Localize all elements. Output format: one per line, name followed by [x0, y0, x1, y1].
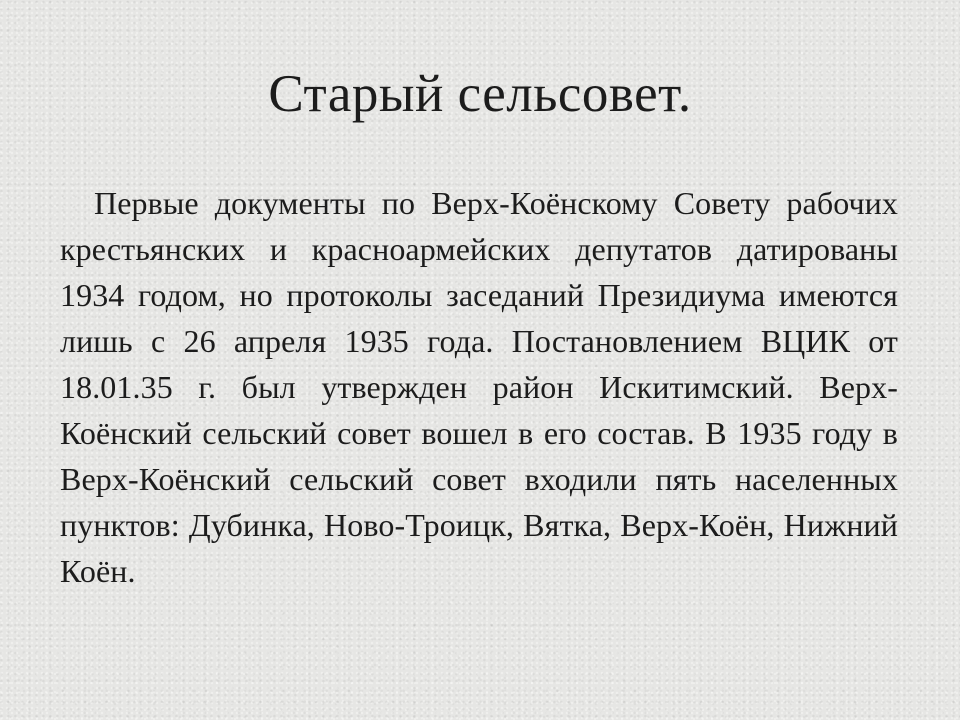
slide-title: Старый сельсовет. [268, 65, 692, 123]
slide-body-paragraph: Первые документы по Верх-Коёнскому Совету рабочих крестьянских и красноармейских депутатов датированы 1934 годом, но протоколы заседаний Президиума имеются лишь с 26 апреля 1935 года. Постановлением ВЦИК от 18.01.35 г. был утвержден район Искитимский. Верх-Коёнский сельский совет вошел в его состав. В 1935 году в Верх-Коёнский сельский совет входили пять населенных пунктов: Дубинка, Ново-Троицк, Вятка, Верх-Коён, Нижний Коён. [60, 185, 898, 589]
